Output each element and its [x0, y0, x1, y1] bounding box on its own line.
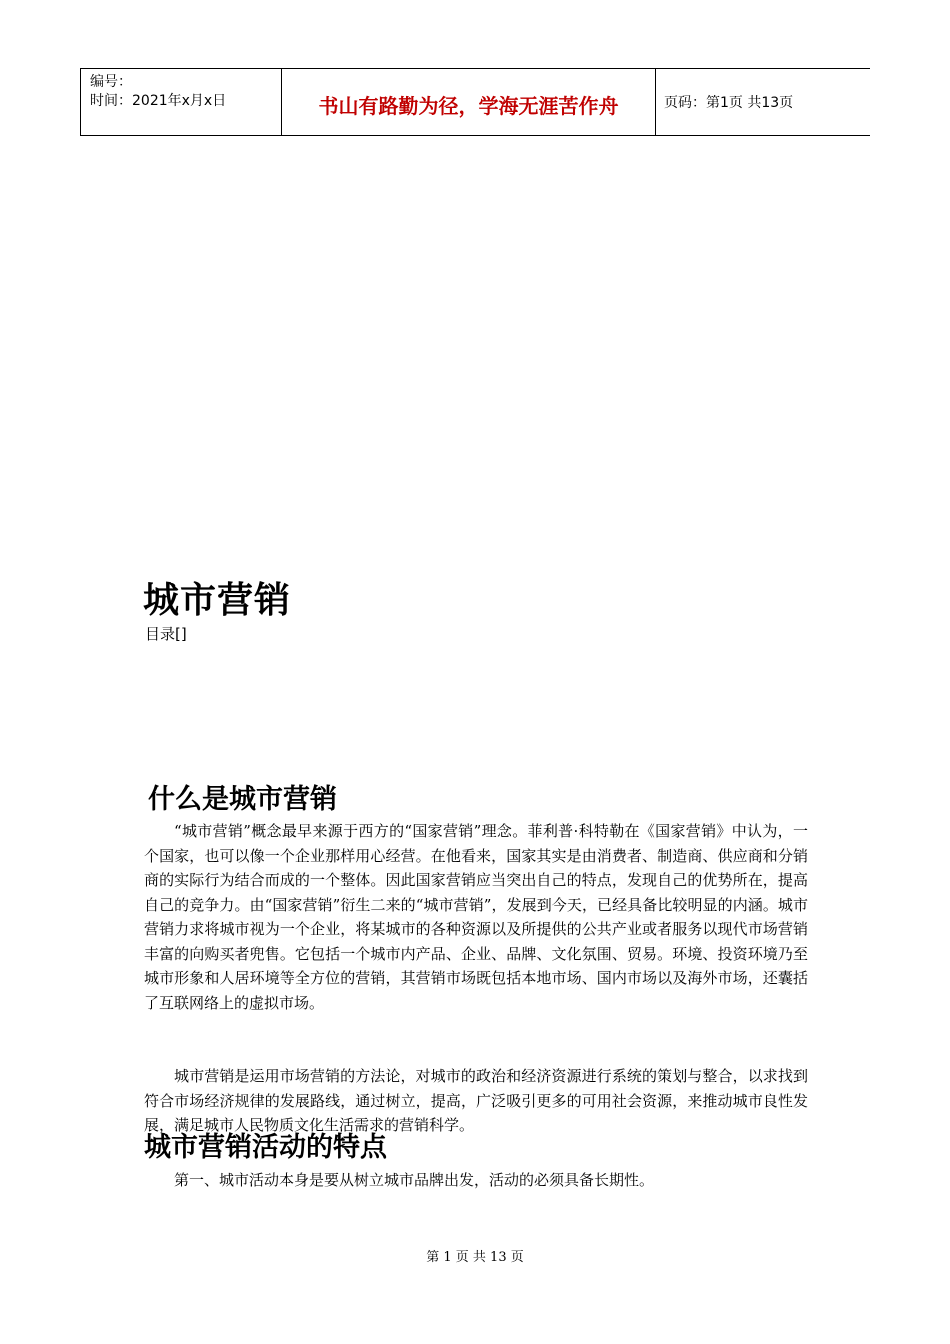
page-footer: 第 1 页 共 13 页 — [426, 1250, 524, 1265]
table-of-contents-label: 目录[] — [145, 625, 187, 643]
document-title: 城市营销 — [143, 580, 292, 621]
document-number-label: 编号： — [90, 74, 132, 90]
header-page-info: 页码：第1页 共13页 — [664, 95, 794, 111]
section1-paragraph-2: 城市营销是运用市场营销的方法论，对城市的政治和经济资源进行系统的策划与整合，以求找到符合市场经济规律的发展路线，通过树立，提高，广泛吸引更多的可用社会资源，来推动城市良性发展，满足城市人民物质文化生活需求的营销科学。 — [144, 1067, 808, 1134]
section-heading-features: 城市营销活动的特点 — [144, 1132, 387, 1163]
section1-paragraph-1: “城市营销”概念最早来源于西方的“国家营销”理念。菲利普·科特勒在《国家营销》中认为，一个国家，也可以像一个企业那样用心经营。在他看来，国家其实是由消费者、制造商、供应商和分销商的实际行为结合而成的一个整体。因此国家营销应当突出自己的特点，发现自己的优势所在，提高自己的竞争力。由“国家营销”衍生二来的“城市营销”，发展到今天，已经具备比较明显的内涵。城市营销力求将城市视为一个企业，将某城市的各种资源以及所提供的公共产业或者服务以现代市场营销丰富的向购买者兜售。它包括一个城市内产品、企业、品牌、文化氛围、贸易。环境、投资环境乃至城市形象和人居环境等全方位的营销，其营销市场既包括本地市场、国内市场以及海外市场，还囊括了互联网络上的虚拟市场。 — [144, 822, 808, 1012]
section2-paragraph-1: 第一、城市活动本身是要从树立城市品牌出发，活动的必须具备长期性。 — [174, 1171, 655, 1189]
header-meta-cell — [80, 69, 282, 135]
section-heading-what-is: 什么是城市营销 — [148, 784, 337, 815]
document-time-label: 时间：2021年x月x日 — [90, 93, 227, 109]
header-motto: 书山有路勤为径，学海无涯苦作舟 — [282, 69, 656, 135]
page-header — [80, 68, 870, 136]
